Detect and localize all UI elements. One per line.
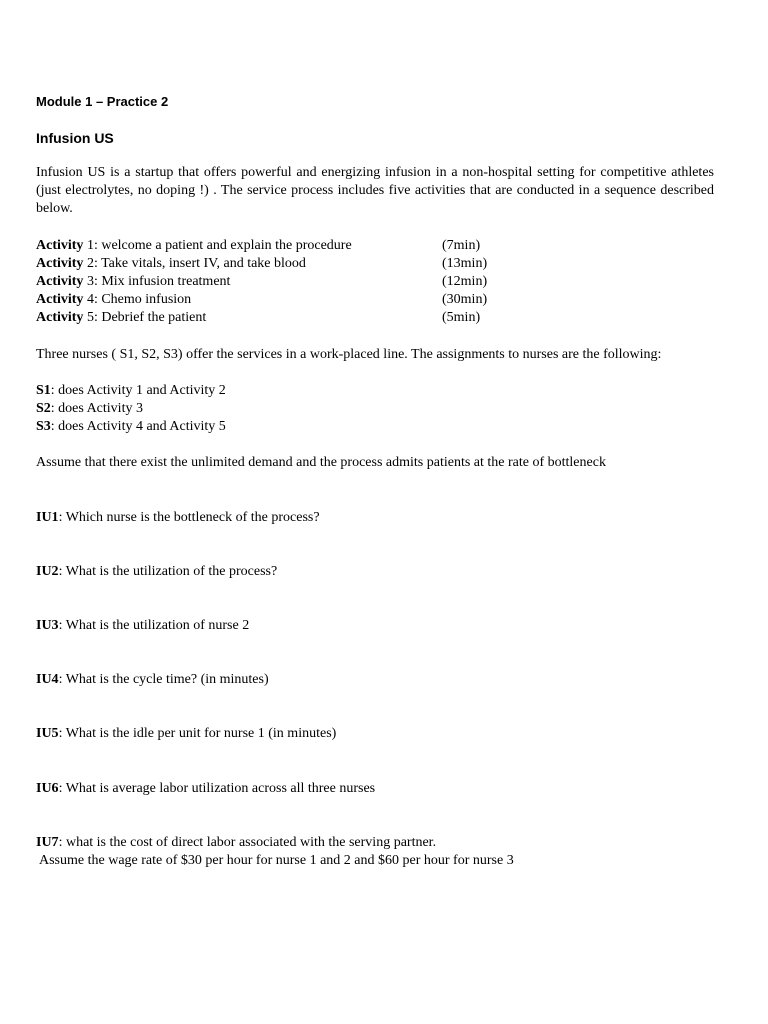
activity-time: (12min) bbox=[442, 274, 488, 290]
intro-paragraph: Infusion US is a startup that offers powerful and energizing infusion in a non-hospital setting for competitive athletes (just electrolytes, no doping !) . The service process includes five activities that are conducted in a sequence described below. bbox=[36, 165, 714, 217]
activity-time: (5min) bbox=[442, 310, 481, 326]
activity-row bbox=[36, 273, 714, 291]
question-label: IU5 bbox=[36, 726, 59, 742]
wage-note: Assume the wage rate of $30 per hour for nurse 1 and 2 and $60 per hour for nurse 3 bbox=[39, 853, 514, 869]
activity-description: Debrief the patient bbox=[97, 310, 207, 326]
assumption-text: Assume that there exist the unlimited demand and the process admits patients at the rate of bottleneck bbox=[36, 455, 606, 471]
assignment-list bbox=[36, 382, 714, 437]
question-text: : What is the utilization of nurse 2 bbox=[58, 618, 250, 634]
activity-label: Activity bbox=[36, 255, 84, 271]
question-text: : What is average labor utilization across all three nurses bbox=[58, 780, 376, 796]
activity-time: (13min) bbox=[442, 255, 488, 271]
assignment-text: : does Activity 1 and Activity 2 bbox=[50, 382, 226, 398]
activity-number: 2: bbox=[83, 255, 98, 271]
question-label: IU1 bbox=[36, 509, 59, 525]
activity-row bbox=[36, 291, 714, 309]
question-text: : What is the utilization of the process? bbox=[58, 563, 278, 579]
nurse-label: S3 bbox=[36, 419, 51, 435]
question-item bbox=[36, 725, 714, 743]
question-item bbox=[36, 834, 714, 852]
question-item bbox=[36, 509, 714, 527]
activity-list bbox=[36, 237, 714, 328]
activity-number: 5: bbox=[83, 310, 98, 326]
assignment-text: : does Activity 4 and Activity 5 bbox=[50, 419, 226, 435]
activity-row bbox=[36, 237, 714, 255]
assignment-text: : does Activity 3 bbox=[50, 401, 143, 417]
question-text: : What is the idle per unit for nurse 1 (in minutes) bbox=[58, 726, 337, 742]
assignment-item bbox=[36, 400, 714, 418]
question-label: IU3 bbox=[36, 618, 59, 634]
activity-time: (7min) bbox=[442, 237, 481, 253]
document-page bbox=[36, 92, 714, 870]
activity-description: Mix infusion treatment bbox=[97, 274, 231, 290]
activity-description: welcome a patient and explain the procedure bbox=[97, 237, 352, 253]
nurses-paragraph: Three nurses ( S1, S2, S3) offer the services in a work-placed line. The assignments to nurses are the following: bbox=[36, 346, 662, 362]
question-label: IU2 bbox=[36, 563, 59, 579]
activity-row bbox=[36, 255, 714, 273]
question-label: IU7 bbox=[36, 834, 59, 850]
activity-description: Chemo infusion bbox=[97, 292, 192, 308]
activity-label: Activity bbox=[36, 310, 84, 326]
question-item bbox=[36, 617, 714, 635]
activity-number: 3: bbox=[83, 274, 98, 290]
activity-description: Take vitals, insert IV, and take blood bbox=[97, 255, 306, 271]
assignment-item bbox=[36, 418, 714, 436]
case-title: Infusion US bbox=[36, 130, 114, 146]
activity-row bbox=[36, 309, 714, 327]
question-text: : Which nurse is the bottleneck of the process? bbox=[58, 509, 320, 525]
question-item bbox=[36, 563, 714, 581]
activity-number: 1: bbox=[83, 237, 98, 253]
question-label: IU4 bbox=[36, 672, 59, 688]
nurse-label: S2 bbox=[36, 401, 51, 417]
question-text: : What is the cycle time? (in minutes) bbox=[58, 672, 269, 688]
module-title: Module 1 – Practice 2 bbox=[36, 94, 169, 109]
question-item bbox=[36, 671, 714, 689]
question-label: IU6 bbox=[36, 780, 59, 796]
nurse-label: S1 bbox=[36, 382, 51, 398]
question-text: : what is the cost of direct labor associated with the serving partner. bbox=[58, 834, 437, 850]
activity-label: Activity bbox=[36, 274, 84, 290]
assignment-item bbox=[36, 382, 714, 400]
activity-time: (30min) bbox=[442, 292, 488, 308]
question-item bbox=[36, 780, 714, 798]
activity-number: 4: bbox=[83, 292, 98, 308]
activity-label: Activity bbox=[36, 292, 84, 308]
activity-label: Activity bbox=[36, 237, 84, 253]
